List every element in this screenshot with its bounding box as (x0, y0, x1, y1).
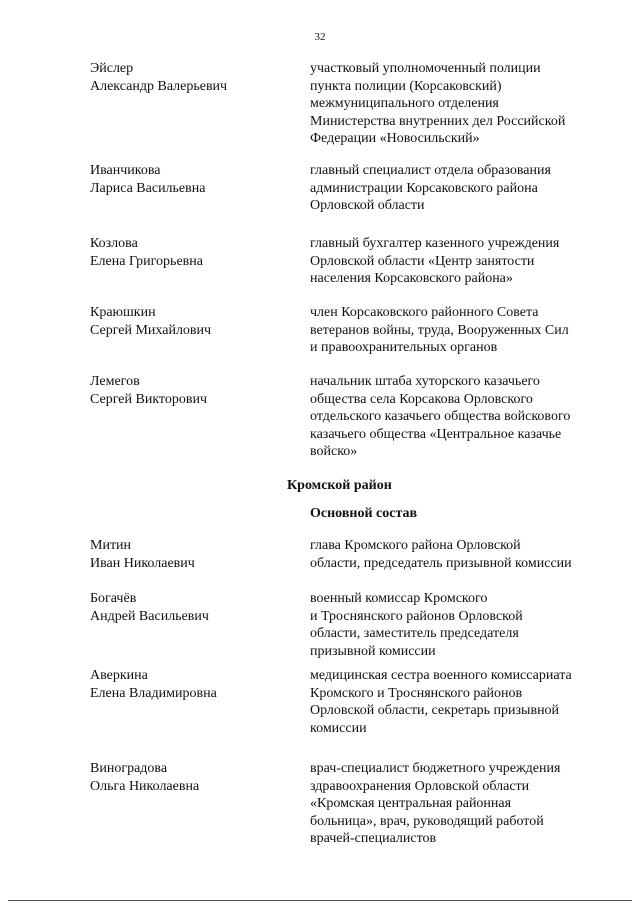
member-name (90, 590, 300, 625)
member-name (90, 667, 300, 702)
member-position-line: призывной комиссии (310, 643, 436, 659)
member-position (310, 304, 610, 357)
member-given-names: Лариса Васильевна (90, 180, 206, 196)
member-name (90, 304, 300, 339)
member-name (90, 235, 300, 270)
page-number: 32 (314, 31, 326, 43)
member-position-line: населения Корсаковского района» (310, 271, 513, 286)
member-position (310, 760, 610, 848)
member-position (310, 235, 610, 288)
member-surname: Богачёв (90, 591, 137, 606)
member-position-line: пункта полиции (Корсаковский) (310, 78, 502, 94)
member-position (310, 590, 610, 660)
member-given-names: Иван Николаевич (90, 555, 195, 571)
member-name (90, 60, 300, 95)
member-surname: Краюшкин (90, 305, 156, 320)
member-given-names: Елена Григорьевна (90, 253, 203, 269)
member-surname: Козлова (90, 236, 138, 251)
member-position-line: больница», врач, руководящий работой (310, 813, 544, 829)
member-surname: Иванчикова (90, 163, 161, 178)
member-position (310, 162, 610, 215)
member-position (310, 667, 610, 737)
member-position-line: глава Кромского района Орловской (310, 538, 521, 553)
member-position-line: медицинская сестра военного комиссариата (310, 668, 572, 683)
member-position (310, 373, 610, 461)
member-position-line: области, председатель призывной комиссии (310, 555, 572, 571)
member-position-line: общества села Корсакова Орловского (310, 391, 533, 407)
member-position-line: казачьего общества «Центральное казачье (310, 426, 562, 442)
member-surname: Виноградова (90, 761, 168, 776)
member-given-names: Сергей Михайлович (90, 322, 212, 338)
member-position-line: член Корсаковского районного Совета (310, 305, 539, 320)
member-name (90, 162, 300, 197)
member-given-names: Елена Владимировна (90, 685, 217, 701)
member-position-line: Орловской области (310, 198, 425, 213)
member-position-line: ветеранов войны, труда, Вооруженных Сил (310, 322, 569, 338)
member-position-line: военный комиссар Кромского (310, 591, 488, 606)
member-position-line: Министерства внутренних дел Российской (310, 113, 566, 129)
member-position-line: участковый уполномоченный полиции (310, 61, 541, 76)
member-position-line: Федерации «Новосильский» (310, 131, 480, 146)
member-position-line: врачей-специалистов (310, 831, 437, 846)
member-position-line: Орловской области, секретарь призывной (310, 703, 560, 718)
member-position (310, 60, 610, 148)
member-surname: Митин (90, 538, 132, 553)
member-position (310, 537, 610, 572)
member-given-names: Сергей Викторович (90, 391, 208, 407)
member-position-line: главный бухгалтер казенного учреждения (310, 236, 560, 251)
member-position-line: главный специалист отдела образования (310, 163, 551, 178)
member-position-line: и Троснянского районов Орловской (310, 608, 523, 624)
member-position-line: области, заместитель председателя (310, 626, 519, 641)
member-position-line: и правоохранительных органов (310, 340, 498, 355)
member-position-line: «Кромская центральная районная (310, 796, 512, 811)
member-position-line: врач-специалист бюджетного учреждения (310, 761, 561, 776)
member-position-line: администрации Корсаковского района (310, 180, 538, 196)
member-given-names: Ольга Николаевна (90, 778, 200, 794)
member-name (90, 537, 300, 572)
subsection-title: Основной состав (310, 506, 418, 521)
member-name (90, 373, 300, 408)
member-given-names: Андрей Васильевич (90, 608, 209, 624)
member-position-line: войско» (310, 444, 358, 459)
member-surname: Эйслер (90, 61, 134, 76)
member-position-line: отдельского казачьего общества войскового (310, 409, 571, 424)
member-position-line: здравоохранения Орловской области (310, 778, 530, 794)
member-given-names: Александр Валерьевич (90, 78, 228, 94)
member-position-line: межмуниципального отделения (310, 96, 499, 111)
member-surname: Лемегов (90, 374, 140, 389)
member-position-line: начальник штаба хуторского казачьего (310, 374, 540, 389)
member-name (90, 760, 300, 795)
member-position-line: Орловской области «Центр занятости (310, 253, 535, 269)
member-surname: Аверкина (90, 668, 148, 683)
section-title: Кромской район (287, 478, 392, 493)
member-position-line: Кромского и Троснянского районов (310, 685, 523, 701)
member-position-line: комиссии (310, 720, 367, 736)
bottom-rule (8, 900, 632, 901)
